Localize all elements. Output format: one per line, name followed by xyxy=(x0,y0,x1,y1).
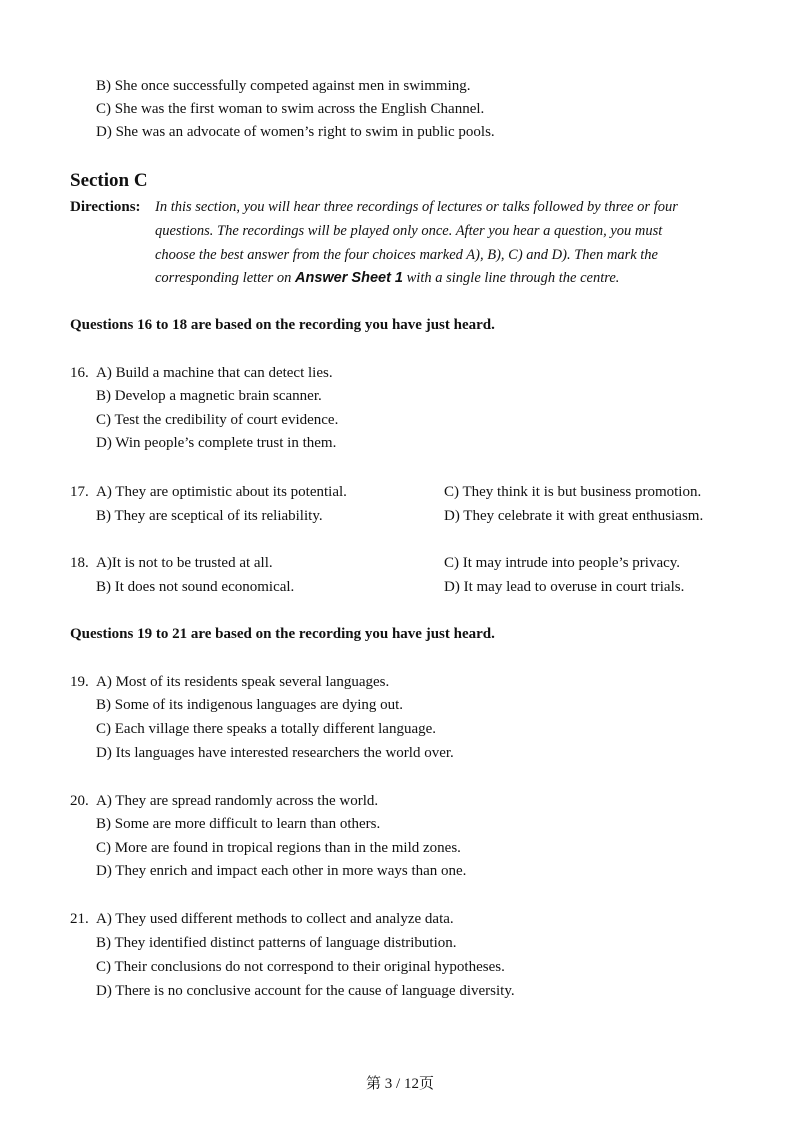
question-number-17: 17. xyxy=(70,484,89,500)
q21-option-d: D) There is no conclusive account for the cause of language diversity. xyxy=(96,983,515,999)
q21-option-c: C) Their conclusions do not correspond to their original hypotheses. xyxy=(96,959,505,975)
page-number: 第 3 / 12页 xyxy=(366,1076,434,1092)
q20-option-a: A) They are spread randomly across the world. xyxy=(96,793,379,809)
q20-option-c: C) More are found in tropical regions than in the mild zones. xyxy=(96,840,461,856)
q18-option-d: D) It may lead to overuse in court trials. xyxy=(444,579,685,595)
directions-line-1: In this section, you will hear three recordings of lectures or talks followed by three or four xyxy=(155,199,678,215)
q21-option-b: B) They identified distinct patterns of language distribution. xyxy=(96,935,457,951)
directions-last-suffix: with a single line through the centre. xyxy=(406,270,620,286)
question-number-16: 16. xyxy=(70,365,89,381)
question-number-18: 18. xyxy=(70,555,89,571)
q16-option-d: D) Win people’s complete trust in them. xyxy=(96,435,337,451)
q17-option-c: C) They think it is but business promotion. xyxy=(444,484,702,500)
q19-option-c: C) Each village there speaks a totally different language. xyxy=(96,721,437,737)
q19-option-a: A) Most of its residents speak several languages. xyxy=(96,674,390,690)
q18-option-b: B) It does not sound economical. xyxy=(96,579,295,595)
prev-option-c: C) She was the first woman to swim across the English Channel. xyxy=(96,101,485,117)
q18-option-c: C) It may intrude into people’s privacy. xyxy=(444,555,681,571)
section-title: Section C xyxy=(70,170,148,191)
directions-label: Directions: xyxy=(70,199,141,215)
prev-option-b: B) She once successfully competed against men in swimming. xyxy=(96,78,471,94)
q20-option-d: D) They enrich and impact each other in more ways than one. xyxy=(96,863,467,879)
group-heading-16-18: Questions 16 to 18 are based on the recording you have just heard. xyxy=(70,317,495,333)
q19-option-b: B) Some of its indigenous languages are dying out. xyxy=(96,697,404,713)
directions-last-prefix: corresponding letter on xyxy=(155,270,292,286)
group-heading-19-21: Questions 19 to 21 are based on the recording you have just heard. xyxy=(70,626,495,642)
q19-option-d: D) Its languages have interested researchers the world over. xyxy=(96,745,454,761)
question-number-19: 19. xyxy=(70,674,89,690)
q17-option-d: D) They celebrate it with great enthusiasm. xyxy=(444,508,704,524)
directions-line-3: choose the best answer from the four choices marked A), B), C) and D). Then mark the xyxy=(155,247,658,263)
q17-option-a: A) They are optimistic about its potential. xyxy=(96,484,347,500)
directions-line-4 xyxy=(155,268,619,288)
q21-option-a: A) They used different methods to collect and analyze data. xyxy=(96,911,454,927)
question-number-20: 20. xyxy=(70,793,89,809)
answer-sheet-label: Answer Sheet 1 xyxy=(295,270,404,286)
directions-line-2: questions. The recordings will be played only once. After you hear a question, you must xyxy=(155,223,663,239)
prev-option-d: D) She was an advocate of women’s right to swim in public pools. xyxy=(96,124,495,140)
q20-option-b: B) Some are more difficult to learn than others. xyxy=(96,816,381,832)
q16-option-b: B) Develop a magnetic brain scanner. xyxy=(96,388,322,404)
q16-option-a: A) Build a machine that can detect lies. xyxy=(96,365,333,381)
q17-option-b: B) They are sceptical of its reliability. xyxy=(96,508,323,524)
q16-option-c: C) Test the credibility of court evidence. xyxy=(96,412,339,428)
q18-option-a: A)It is not to be trusted at all. xyxy=(96,555,273,571)
question-number-21: 21. xyxy=(70,911,89,927)
